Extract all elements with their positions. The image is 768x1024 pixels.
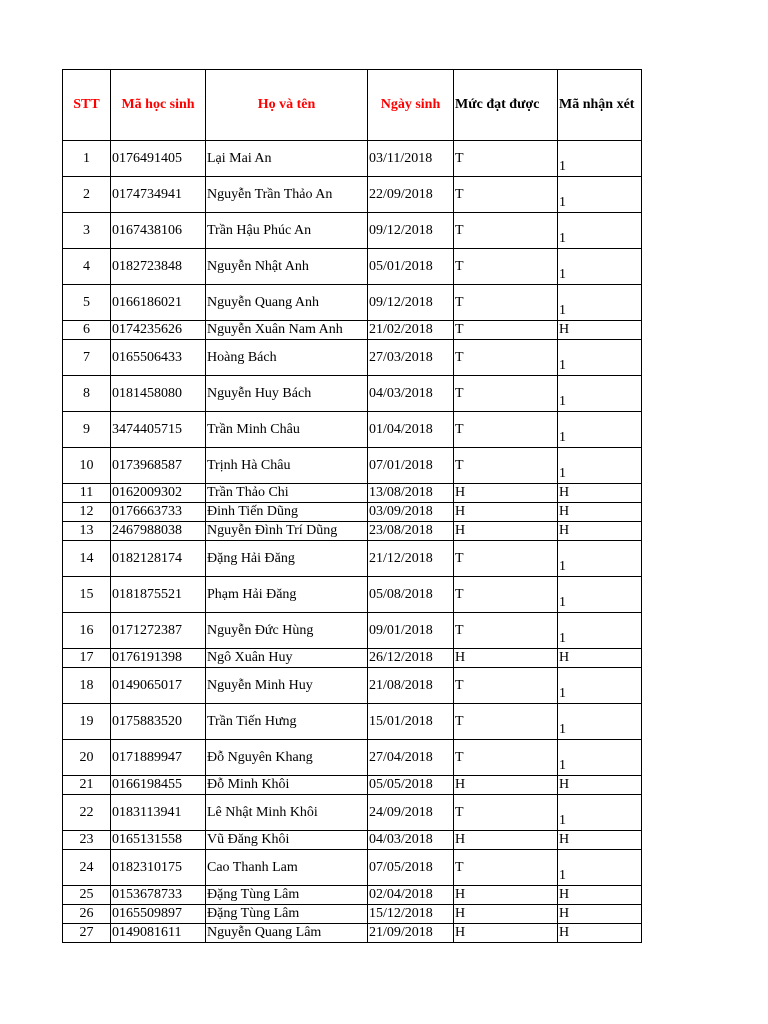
header-level: Mức đạt được — [454, 70, 558, 141]
table-body — [63, 141, 642, 943]
row-level: T — [454, 141, 558, 177]
header-row — [63, 70, 642, 141]
header-full-name: Họ và tên — [206, 70, 368, 141]
row-stt: 5 — [63, 285, 111, 321]
row-comment-code: 1 — [558, 177, 642, 213]
row-comment-code: 1 — [558, 376, 642, 412]
row-full-name: Đỗ Nguyên Khang — [206, 740, 368, 776]
row-stt: 19 — [63, 704, 111, 740]
row-comment-code: H — [558, 503, 642, 522]
row-comment-code: H — [558, 649, 642, 668]
row-level: T — [454, 448, 558, 484]
row-full-name: Trần Minh Châu — [206, 412, 368, 448]
row-full-name: Trịnh Hà Châu — [206, 448, 368, 484]
row-student-id: 0165131558 — [111, 831, 206, 850]
row-comment-code: 1 — [558, 850, 642, 886]
row-level: T — [454, 376, 558, 412]
row-full-name: Đặng Tùng Lâm — [206, 905, 368, 924]
row-stt: 11 — [63, 484, 111, 503]
row-student-id: 0149065017 — [111, 668, 206, 704]
row-comment-code: 1 — [558, 213, 642, 249]
row-level: T — [454, 795, 558, 831]
row-full-name: Nguyễn Đức Hùng — [206, 613, 368, 649]
table-row — [63, 831, 642, 850]
row-level: T — [454, 177, 558, 213]
row-full-name: Trần Thảo Chi — [206, 484, 368, 503]
table-row — [63, 649, 642, 668]
table-row — [63, 905, 642, 924]
row-stt: 7 — [63, 340, 111, 376]
row-full-name: Hoàng Bách — [206, 340, 368, 376]
row-full-name: Nguyễn Đình Trí Dũng — [206, 522, 368, 541]
row-dob: 02/04/2018 — [368, 886, 454, 905]
row-stt: 12 — [63, 503, 111, 522]
table-row — [63, 448, 642, 484]
row-stt: 15 — [63, 577, 111, 613]
row-comment-code: H — [558, 886, 642, 905]
row-comment-code: H — [558, 905, 642, 924]
row-comment-code: 1 — [558, 249, 642, 285]
row-level: H — [454, 649, 558, 668]
row-comment-code: 1 — [558, 141, 642, 177]
row-stt: 9 — [63, 412, 111, 448]
table-row — [63, 850, 642, 886]
row-stt: 18 — [63, 668, 111, 704]
row-stt: 23 — [63, 831, 111, 850]
table-row — [63, 249, 642, 285]
row-level: T — [454, 340, 558, 376]
row-full-name: Nguyễn Trần Thảo An — [206, 177, 368, 213]
row-level: T — [454, 668, 558, 704]
row-full-name: Nguyễn Minh Huy — [206, 668, 368, 704]
row-full-name: Đỗ Minh Khôi — [206, 776, 368, 795]
row-student-id: 0167438106 — [111, 213, 206, 249]
row-stt: 14 — [63, 541, 111, 577]
row-dob: 03/09/2018 — [368, 503, 454, 522]
row-full-name: Nguyễn Huy Bách — [206, 376, 368, 412]
table-row — [63, 285, 642, 321]
row-comment-code: 1 — [558, 613, 642, 649]
row-full-name: Nguyễn Quang Anh — [206, 285, 368, 321]
row-student-id: 0183113941 — [111, 795, 206, 831]
row-level: T — [454, 412, 558, 448]
table-row — [63, 340, 642, 376]
row-dob: 04/03/2018 — [368, 831, 454, 850]
row-comment-code: 1 — [558, 448, 642, 484]
row-dob: 21/08/2018 — [368, 668, 454, 704]
row-student-id: 0166186021 — [111, 285, 206, 321]
row-dob: 21/09/2018 — [368, 924, 454, 943]
row-comment-code: 1 — [558, 577, 642, 613]
row-dob: 27/03/2018 — [368, 340, 454, 376]
row-dob: 09/12/2018 — [368, 213, 454, 249]
table-row — [63, 484, 642, 503]
row-student-id: 0182310175 — [111, 850, 206, 886]
row-dob: 23/08/2018 — [368, 522, 454, 541]
row-student-id: 0174235626 — [111, 321, 206, 340]
row-full-name: Nguyễn Xuân Nam Anh — [206, 321, 368, 340]
table-row — [63, 924, 642, 943]
row-level: T — [454, 740, 558, 776]
row-full-name: Phạm Hải Đăng — [206, 577, 368, 613]
student-table — [62, 69, 642, 943]
row-stt: 8 — [63, 376, 111, 412]
row-full-name: Lê Nhật Minh Khôi — [206, 795, 368, 831]
row-dob: 09/01/2018 — [368, 613, 454, 649]
row-dob: 05/05/2018 — [368, 776, 454, 795]
row-comment-code: 1 — [558, 340, 642, 376]
row-full-name: Nguyễn Nhật Anh — [206, 249, 368, 285]
row-student-id: 0175883520 — [111, 704, 206, 740]
row-stt: 21 — [63, 776, 111, 795]
header-student-id: Mã học sinh — [111, 70, 206, 141]
header-comment-code: Mã nhận xét — [558, 70, 642, 141]
table-row — [63, 740, 642, 776]
row-level: T — [454, 321, 558, 340]
row-comment-code: H — [558, 522, 642, 541]
row-comment-code: 1 — [558, 704, 642, 740]
row-stt: 25 — [63, 886, 111, 905]
row-student-id: 0171889947 — [111, 740, 206, 776]
table-row — [63, 613, 642, 649]
row-student-id: 0181458080 — [111, 376, 206, 412]
table-row — [63, 503, 642, 522]
row-student-id: 0166198455 — [111, 776, 206, 795]
table-row — [63, 668, 642, 704]
row-level: T — [454, 850, 558, 886]
row-dob: 04/03/2018 — [368, 376, 454, 412]
row-stt: 4 — [63, 249, 111, 285]
row-student-id: 0162009302 — [111, 484, 206, 503]
row-dob: 07/01/2018 — [368, 448, 454, 484]
row-level: T — [454, 577, 558, 613]
row-level: H — [454, 776, 558, 795]
row-dob: 15/12/2018 — [368, 905, 454, 924]
row-level: T — [454, 541, 558, 577]
row-student-id: 0171272387 — [111, 613, 206, 649]
row-dob: 05/08/2018 — [368, 577, 454, 613]
row-dob: 01/04/2018 — [368, 412, 454, 448]
row-level: T — [454, 285, 558, 321]
row-level: H — [454, 503, 558, 522]
row-level: H — [454, 924, 558, 943]
table-row — [63, 886, 642, 905]
table-row — [63, 541, 642, 577]
row-full-name: Cao Thanh Lam — [206, 850, 368, 886]
row-student-id: 0176191398 — [111, 649, 206, 668]
row-stt: 27 — [63, 924, 111, 943]
row-full-name: Đặng Tùng Lâm — [206, 886, 368, 905]
row-level: T — [454, 704, 558, 740]
row-student-id: 0174734941 — [111, 177, 206, 213]
row-comment-code: 1 — [558, 412, 642, 448]
row-dob: 24/09/2018 — [368, 795, 454, 831]
row-level: T — [454, 249, 558, 285]
row-stt: 17 — [63, 649, 111, 668]
row-dob: 21/12/2018 — [368, 541, 454, 577]
row-dob: 21/02/2018 — [368, 321, 454, 340]
row-level: T — [454, 213, 558, 249]
row-student-id: 0149081611 — [111, 924, 206, 943]
row-comment-code: 1 — [558, 285, 642, 321]
row-level: H — [454, 905, 558, 924]
row-student-id: 0182128174 — [111, 541, 206, 577]
row-student-id: 2467988038 — [111, 522, 206, 541]
row-level: H — [454, 831, 558, 850]
row-stt: 10 — [63, 448, 111, 484]
table-row — [63, 376, 642, 412]
row-dob: 22/09/2018 — [368, 177, 454, 213]
row-student-id: 0153678733 — [111, 886, 206, 905]
table-row — [63, 776, 642, 795]
row-student-id: 3474405715 — [111, 412, 206, 448]
row-level: H — [454, 522, 558, 541]
header-dob: Ngày sinh — [368, 70, 454, 141]
row-stt: 2 — [63, 177, 111, 213]
row-student-id: 0181875521 — [111, 577, 206, 613]
table-row — [63, 577, 642, 613]
row-stt: 20 — [63, 740, 111, 776]
row-dob: 27/04/2018 — [368, 740, 454, 776]
row-comment-code: H — [558, 776, 642, 795]
row-full-name: Vũ Đăng Khôi — [206, 831, 368, 850]
row-comment-code: H — [558, 831, 642, 850]
row-full-name: Đặng Hải Đăng — [206, 541, 368, 577]
table-row — [63, 213, 642, 249]
row-full-name: Lại Mai An — [206, 141, 368, 177]
row-student-id: 0165509897 — [111, 905, 206, 924]
row-stt: 22 — [63, 795, 111, 831]
row-student-id: 0176663733 — [111, 503, 206, 522]
row-comment-code: H — [558, 321, 642, 340]
row-level: H — [454, 484, 558, 503]
row-dob: 05/01/2018 — [368, 249, 454, 285]
row-full-name: Trần Tiến Hưng — [206, 704, 368, 740]
row-comment-code: 1 — [558, 668, 642, 704]
row-student-id: 0173968587 — [111, 448, 206, 484]
row-dob: 15/01/2018 — [368, 704, 454, 740]
row-dob: 09/12/2018 — [368, 285, 454, 321]
row-comment-code: H — [558, 484, 642, 503]
row-dob: 07/05/2018 — [368, 850, 454, 886]
table-row — [63, 321, 642, 340]
row-dob: 26/12/2018 — [368, 649, 454, 668]
row-comment-code: H — [558, 924, 642, 943]
row-stt: 1 — [63, 141, 111, 177]
table-row — [63, 522, 642, 541]
row-dob: 03/11/2018 — [368, 141, 454, 177]
row-level: H — [454, 886, 558, 905]
table-row — [63, 141, 642, 177]
row-student-id: 0165506433 — [111, 340, 206, 376]
row-full-name: Nguyễn Quang Lâm — [206, 924, 368, 943]
row-stt: 26 — [63, 905, 111, 924]
table-row — [63, 177, 642, 213]
row-stt: 6 — [63, 321, 111, 340]
table-row — [63, 795, 642, 831]
row-student-id: 0182723848 — [111, 249, 206, 285]
row-stt: 3 — [63, 213, 111, 249]
row-full-name: Trần Hậu Phúc An — [206, 213, 368, 249]
row-comment-code: 1 — [558, 795, 642, 831]
row-level: T — [454, 613, 558, 649]
row-stt: 16 — [63, 613, 111, 649]
row-full-name: Đinh Tiến Dũng — [206, 503, 368, 522]
row-comment-code: 1 — [558, 740, 642, 776]
table-row — [63, 412, 642, 448]
header-stt: STT — [63, 70, 111, 141]
row-stt: 24 — [63, 850, 111, 886]
table-row — [63, 704, 642, 740]
row-stt: 13 — [63, 522, 111, 541]
row-comment-code: 1 — [558, 541, 642, 577]
row-dob: 13/08/2018 — [368, 484, 454, 503]
row-full-name: Ngô Xuân Huy — [206, 649, 368, 668]
row-student-id: 0176491405 — [111, 141, 206, 177]
